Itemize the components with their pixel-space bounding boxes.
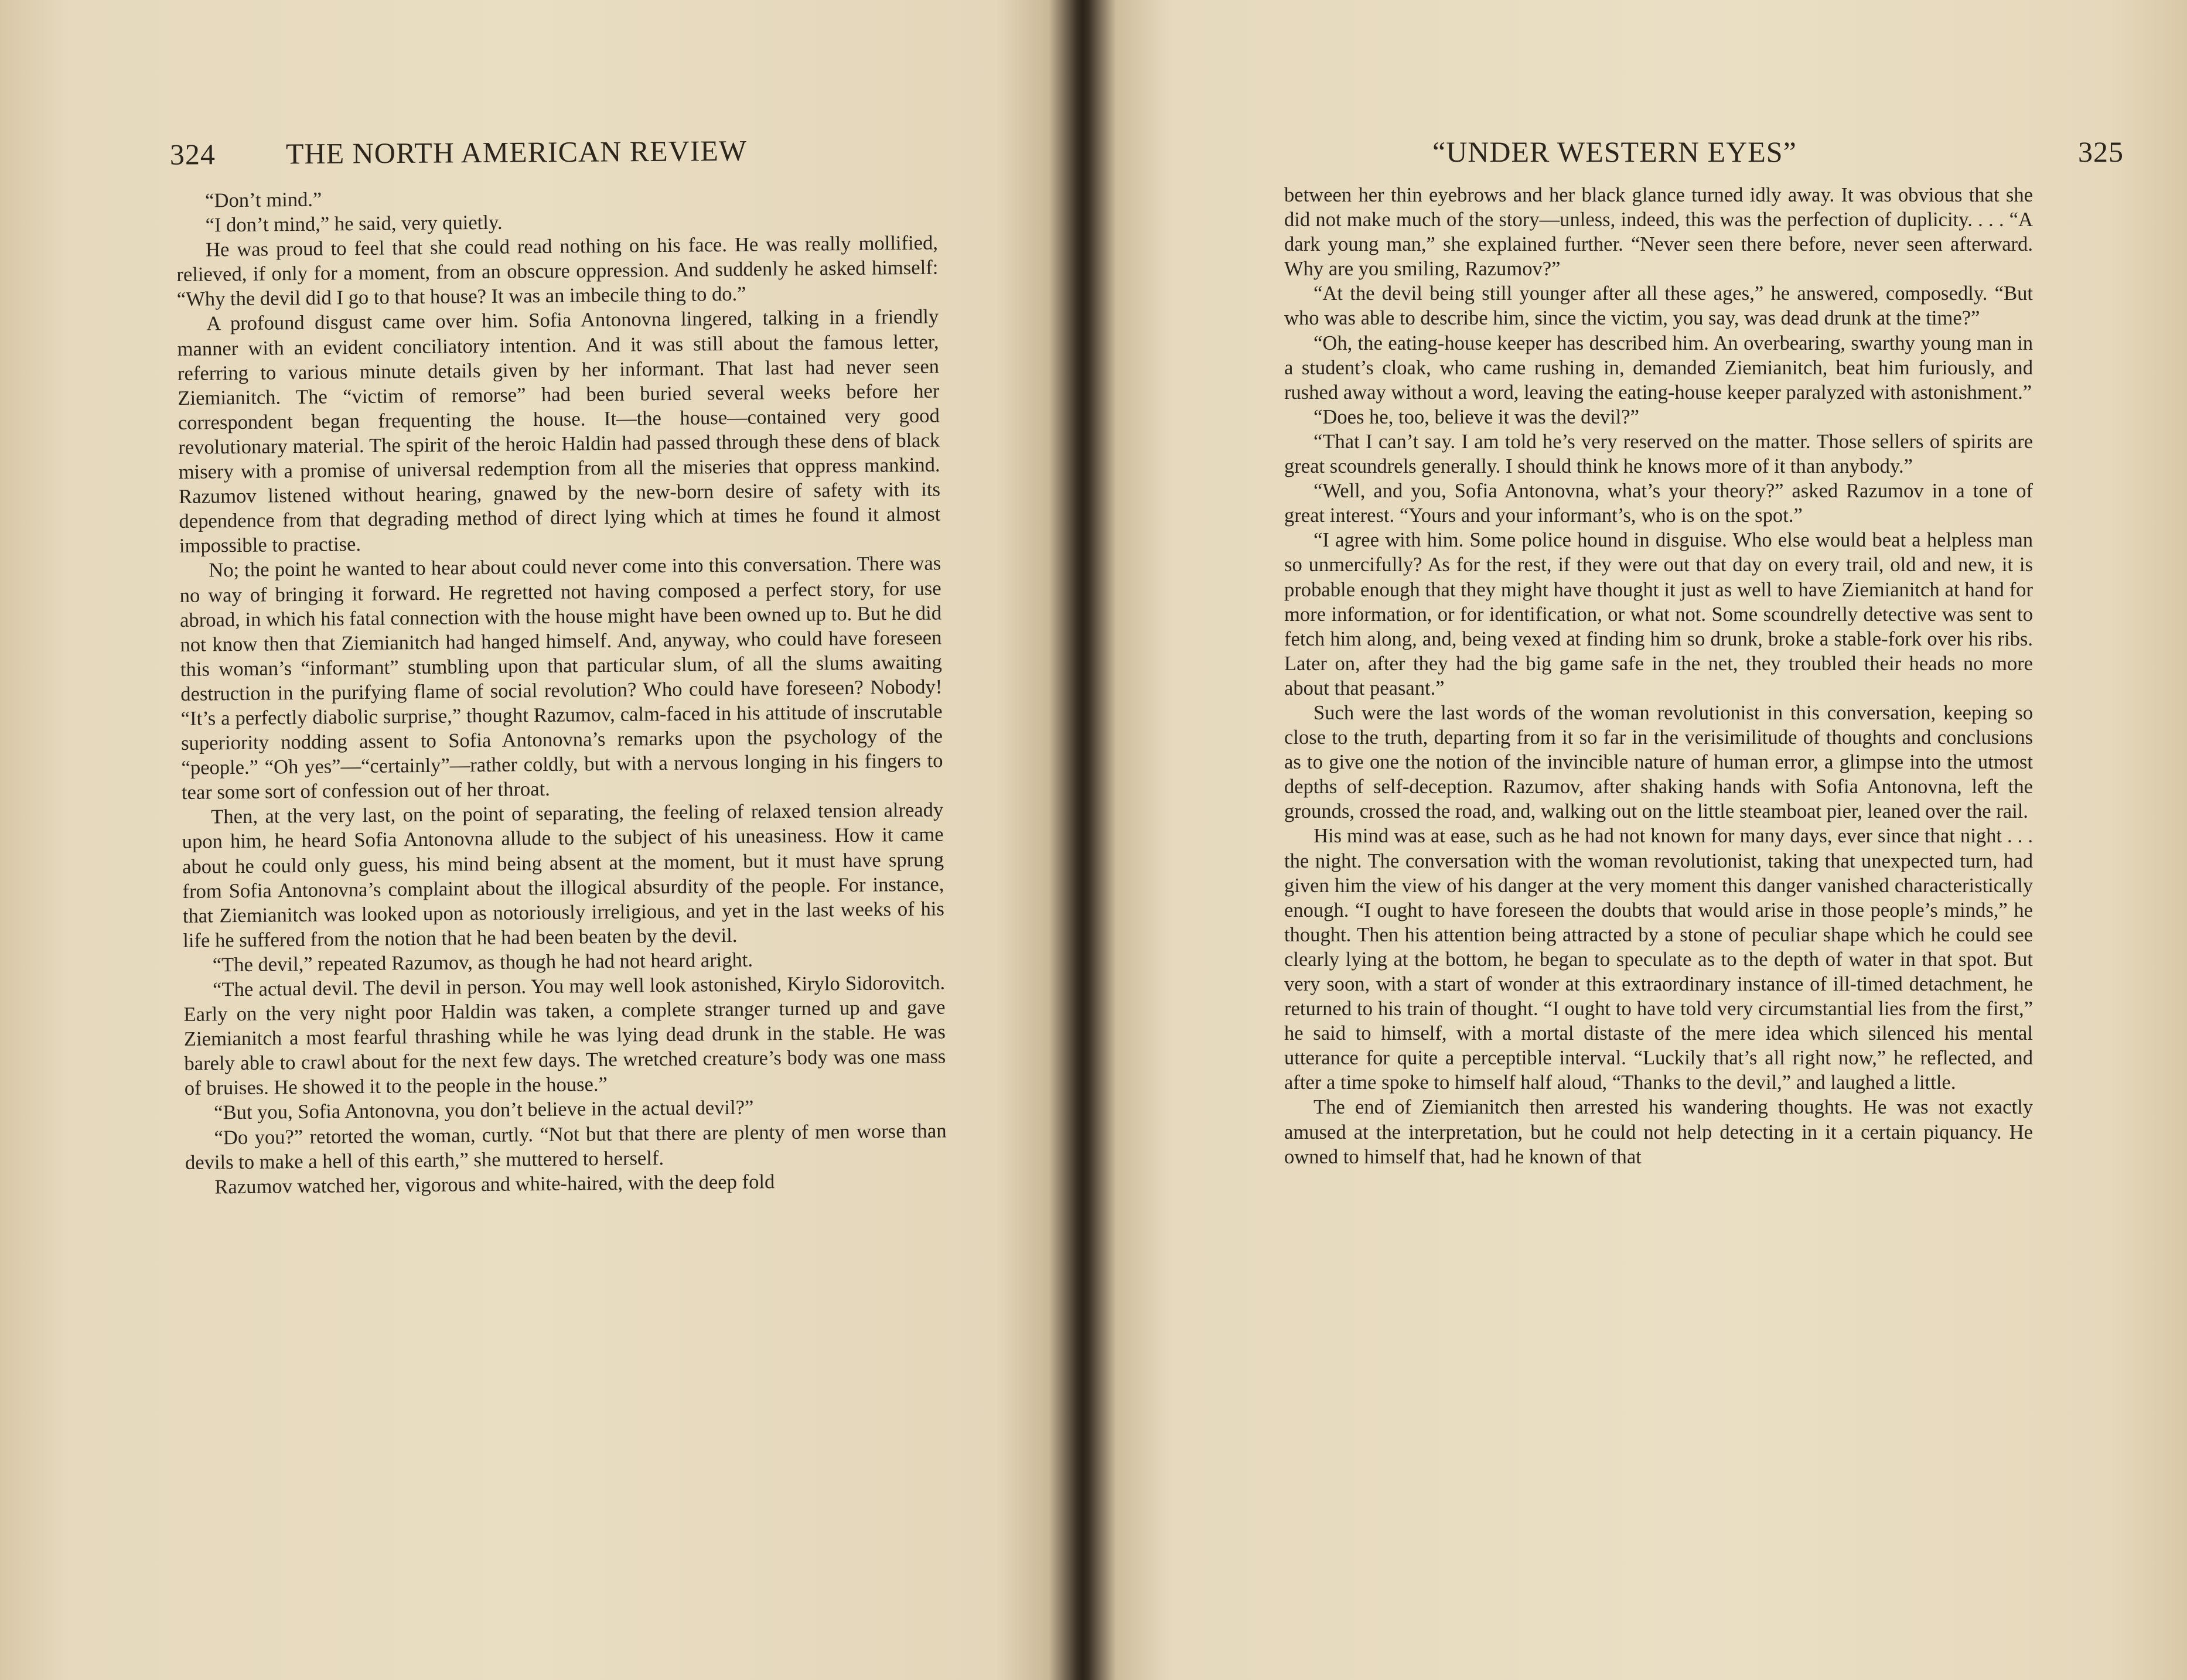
- paragraph: The end of Ziemianitch then arrested his wandering thoughts. He was not exactly amused at the interpretation, but he could not help detecting in it a certain piquancy. He owned to himself that, had he known of that: [1284, 1096, 2033, 1168]
- paragraph: He was proud to feel that she could read nothing on his face. He was really mollified, relieved, if only for a moment, from an obscure oppression. And suddenly he asked himself: “Why the devil did I go to that house? It was an imbecile thing to do.”: [176, 231, 939, 311]
- paragraph: Razumov watched her, vigorous and white-haired, with the deep fold: [214, 1170, 775, 1198]
- paragraph: Such were the last words of the woman revolutionist in this conversation, keeping so close to the truth, departing from it so far in the verisimilitude of thoughts and conclusions as to give one the notion of the invincible nature of human error, a glimpse into the utmost depths of self-deception. Razumov, after shaking hands with Sofia Antonovna, left the grounds, crossed the road, and, walking out on the little steamboat pier, leaned over the rail.: [1284, 701, 2033, 823]
- paragraph: Then, at the very last, on the point of separating, the feeling of relaxed tension already upon him, he heard Sofia Antonovna allude to the subject of his uneasiness. How it came about he could only guess, his mind being absent at the moment, but it must have sprung from Sofia Antonovna’s complaint about the illogical absurdity of the people. For instance, that Ziemianitch was looked upon as notoriously irreligious, and yet in the last weeks of his life he suffered from the notion that he had been beaten by the devil.: [182, 798, 945, 952]
- paragraph: “I don’t mind,” he said, very quietly.: [205, 211, 503, 237]
- paragraph: “Don’t mind.”: [205, 188, 322, 212]
- paragraph: “But you, Sofia Antonovna, you don’t believe in the actual devil?”: [213, 1097, 754, 1124]
- right-running-header: [1432, 135, 2124, 182]
- paragraph: His mind was at ease, such as he had not known for many days, ever since that night . . . the night. The conversation with the woman revolutionist, taking that unexpected turn, had given him the view of his danger at the very moment this danger vanished characteristically enough. “I ought to have foreseen the doubts that would arise in those people’s minds,” he thought. Then his attention being attracted by a stone of peculiar shape which he could see clearly lying at the bottom, he began to speculate as to the depth of water in that spot. But very soon, with a start of wonder at this extraordinary instance of ill-timed detachment, he returned to his train of thought. “I ought to have told very circumstantial lies from the first,” he said to himself, with a mortal distaste of the mere idea which silenced his mental utterance for quite a perceptible interval. “Luckily that’s all right now,” he reflected, and after a time spoke to himself half aloud, “Thanks to the devil,” and laughed a little.: [1284, 825, 2033, 1094]
- paragraph: No; the point he wanted to hear about could never come into this conversation. There was no way of bringing it forward. He regretted not having composed a perfect story, for use abroad, in which his fatal connection with the house might have been owned up to. But he did not know then that Ziemianitch had hanged himself. And, anyway, who could have foreseen this woman’s “informant” stumbling upon that particular slum, of all the slums awaiting destruction in the purifying flame of social revolution? Who could have foreseen? Nobody! “It’s a perfectly diabolic surprise,” thought Razumov, calm-faced in his attitude of inscrutable superiority nodding assent to Sofia Antonovna’s remarks upon the psychology of the “people.” “Oh yes”—“certainly”—rather coldly, but with a nervous longing in his fingers to tear some sort of confession out of her throat.: [179, 552, 943, 804]
- paragraph: “I agree with him. Some police hound in disguise. Who else would beat a helpless man so unmercifully? As for the rest, if they were out that day on every trail, old and new, it is probable enough that they might have thought it just as well to have Ziemianitch at hand for more information, or for identification, or what not. Some scoundrelly detective was sent to fetch him along, and, being vexed at finding him so drunk, broke a stable-fork over his ribs. Later on, after they had the big game safe in the net, they troubled their heads no more about that peasant.”: [1284, 529, 2033, 699]
- paragraph: between her thin eyebrows and her black glance turned idly away. It was obvious that she did not make much of the story—unless, indeed, this was the perfection of duplicity. . . . “A dark young man,” she explained further. “Never seen there before, never seen afterward. Why are you smiling, Razumov?”: [1284, 184, 2033, 281]
- right-page: [1090, 0, 2187, 1680]
- right-body-text: [1284, 183, 2033, 1169]
- paragraph: “Does he, too, believe it was the devil?”: [1313, 405, 1639, 428]
- left-running-header: [170, 132, 961, 184]
- left-page: [0, 0, 1072, 1680]
- paragraph: “Oh, the eating-house keeper has described him. An overbearing, swarthy young man in a student’s cloak, who came rushing in, demanded Ziemianitch, beat him furiously, and rushed away without a word, leaving the eating-house keeper paralyzed with astonishment.”: [1284, 332, 2033, 404]
- running-title: “UNDER WESTERN EYES”: [1432, 135, 1797, 168]
- paragraph: “Do you?” retorted the woman, curtly. “Not but that there are plenty of men worse than devils to make a hell of this earth,” she muttered to herself.: [185, 1119, 947, 1174]
- left-body-text: [176, 182, 947, 1200]
- paragraph: “At the devil being still younger after all these ages,” he answered, composedly. “But who was able to describe him, since the victim, you say, was dead drunk at the time?”: [1284, 282, 2033, 330]
- running-title: THE NORTH AMERICAN REVIEW: [285, 134, 748, 170]
- paragraph: “That I can’t say. I am told he’s very reserved on the matter. Those sellers of spirits are great scoundrels generally. I should think he knows more of it than anybody.”: [1284, 430, 2033, 478]
- paragraph: A profound disgust came over him. Sofia Antonovna lingered, talking in a friendly manner with an evident conciliatory intention. And it was still about the famous letter, referring to various minute details given by her informant. That last had never seen Ziemianitch. The “victim of remorse” had been buried several weeks before her correspondent began frequenting the house. It—the house—contained very good revolutionary material. The spirit of the heroic Haldin had passed through these dens of black misery with a promise of universal redemption from all the miseries that oppress mankind. Razumov listened without hearing, gnawed by the new-born desire of safety with its dependence from that degrading method of direct lying which at times he found it almost impossible to practise.: [177, 305, 941, 558]
- paragraph: “Well, and you, Sofia Antonovna, what’s your theory?” asked Razumov in a tone of great interest. “Yours and your informant’s, who is on the spot.”: [1284, 480, 2033, 527]
- paragraph: “The actual devil. The devil in person. You may well look astonished, Kirylo Sidorovitch. Early on the very night poor Haldin was taken, a complete stranger turned up and gave Ziemianitch a most fearful thrashing while he was lying dead drunk in the stable. He was barely able to crawl about for the next few days. The wretched creature’s body was one mass of bruises. He showed it to the people in the house.”: [183, 971, 946, 1100]
- paragraph: “The devil,” repeated Razumov, as though he had not heard aright.: [212, 948, 753, 976]
- page-number: 325: [2078, 135, 2124, 168]
- page-number: 324: [169, 138, 216, 171]
